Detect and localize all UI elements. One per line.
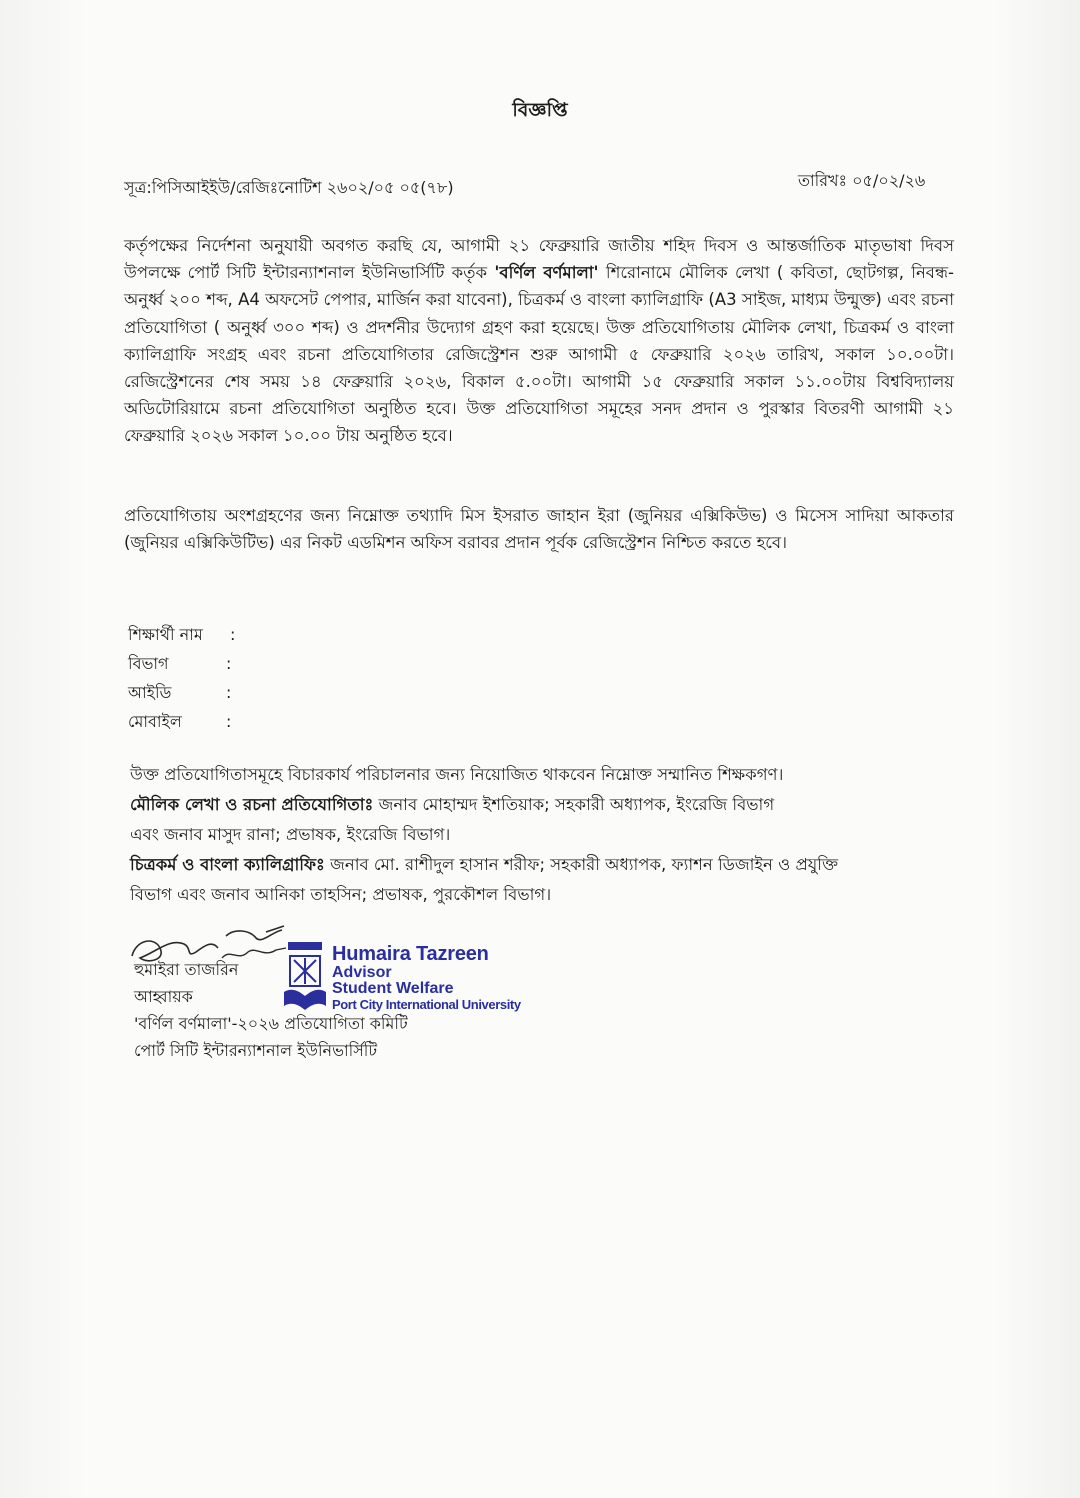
official-seal: [280, 926, 530, 1021]
form-field-mobile: [128, 707, 388, 736]
seal-name: Humaira Tazreen: [332, 943, 489, 965]
writing-judges: জনাব মোহাম্মদ ইশতিয়াক; সহকারী অধ্যাপক, ইংরেজি বিভাগ: [373, 795, 775, 814]
main-paragraph-part-2: শিরোনামে মৌলিক লেখা ( কবিতা, ছোটগল্প, নিবন্ধ- অনুর্ধ্ব ২০০ শব্দ, A4 অফসেট পেপার, মার্জিন করা যাবেনা), চিত্রকর্ম ও বাংলা ক্যালিগ্রাফি (A3 সাইজ, মাধ্যম উন্মুক্ত) এবং রচনা প্রতিযোগিতা ( অনুর্ধ্ব ৩০০ শব্দ) ও প্রদর্শনীর উদ্যোগ গ্রহণ করা হয়েছে। উক্ত প্রতিযোগিতায় মৌলিক লেখা, চিত্রকর্ম ও বাংলা ক্যালিগ্রাফি সংগ্রহ এবং রচনা প্রতিযোগিতার রেজিস্ট্রেশন শুরু আগামী ৫ ফেব্রুয়ারি ২০২৬ তারিখ, সকাল ১০.০০টা। রেজিস্ট্রেশনের শেষ সময় ১৪ ফেব্রুয়ারি ২০২৬, বিকাল ৫.০০টা। আগামী ১৫ ফেব্রুয়ারি সকাল ১১.০০টায় বিশ্ববিদ্যালয় অডিটোরিয়ামে রচনা প্রতিযোগিতা অনুষ্ঠিত হবে। উক্ত প্রতিযোগিতা সমূহের সনদ প্রদান ও পুরস্কার বিতরণী আগামী ২১ ফেব্রুয়ারি ২০২৬ সকাল ১০.০০ টায় অনুষ্ঠিত হবে।: [124, 263, 954, 446]
form-field-label: শিক্ষার্থী নাম: [128, 625, 203, 644]
notice-date: তারিখঃ ০৫/০২/২৬: [798, 171, 926, 190]
art-judges: জনাব মো. রাশীদুল হাসান শরীফ; সহকারী অধ্যাপক, ফ্যাশন ডিজাইন ও প্রযুক্তি: [324, 855, 839, 874]
writing-judges-line: [130, 790, 960, 820]
signatory-role: আহ্বায়ক: [134, 987, 193, 1006]
art-judges-line: [130, 850, 960, 880]
seal-office: Student Welfare: [332, 980, 454, 997]
university-logo-icon: [280, 936, 330, 1016]
form-field-colon: :: [226, 683, 232, 702]
form-field-label: মোবাইল: [128, 712, 182, 731]
main-paragraph-part-1: কর্তৃপক্ষের নির্দেশনা অনুযায়ী অবগত করছি যে, আগামী ২১ ফেব্রুয়ারি জাতীয় শহিদ দিবস ও আন্তর্জাতিক মাতৃভাষা দিবস উপলক্ষে পোর্ট সিটি ইন্টারন্যাশনাল ইউনিভার্সিটি কর্তৃক: [124, 236, 954, 283]
seal-role: Advisor: [332, 964, 392, 981]
art-judges-line-2: বিভাগ এবং জনাব আনিকা তাহসিন; প্রভাষক, পুরকৌশল বিভাগ।: [130, 885, 552, 904]
seal-text: [332, 944, 521, 1011]
form-field-colon: :: [226, 712, 232, 731]
writing-competition-heading: মৌলিক লেখা ও রচনা প্রতিযোগিতাঃ: [130, 795, 374, 814]
event-name: 'বর্ণিল বর্ণমালা': [494, 263, 599, 283]
form-field-label: বিভাগ: [128, 654, 169, 673]
signatory-name: হুমাইরা তাজরিন: [134, 960, 239, 979]
form-field-colon: :: [230, 625, 236, 644]
main-paragraph: [124, 232, 954, 450]
form-field-colon: :: [226, 654, 232, 673]
form-field-department: [128, 649, 388, 678]
judges-section: [130, 760, 960, 910]
seal-university: Port City International University: [332, 997, 521, 1012]
signatory-university: পোর্ট সিটি ইন্টারন্যাশনাল ইউনিভার্সিটি: [134, 1041, 378, 1060]
notice-title: বিজ্ঞপ্তি: [512, 99, 568, 121]
form-field-label: আইডি: [128, 683, 172, 702]
form-field-student-name: [128, 620, 388, 649]
writing-judges-line-2: এবং জনাব মাসুদ রানা; প্রভাষক, ইংরেজি বিভাগ।: [130, 825, 451, 844]
judges-intro: উক্ত প্রতিযোগিতাসমূহে বিচারকার্য পরিচালনার জন্য নিয়োজিত থাকবেন নিম্নোক্ত সম্মানিত শিক্ষকগণ।: [130, 765, 784, 784]
registration-paragraph: প্রতিযোগিতায় অংশগ্রহণের জন্য নিম্নোক্ত তথ্যাদি মিস ইসরাত জাহান ইরা (জুনিয়র এক্সিকিউভ) ও মিসেস সাদিয়া আকতার (জুনিয়র এক্সিকিউটিভ) এর নিকট এডমিশন অফিস বরাবর প্রদান পূর্বক রেজিস্ট্রেশন নিশ্চিত করতে হবে।: [124, 506, 954, 553]
art-competition-heading: চিত্রকর্ম ও বাংলা ক্যালিগ্রাফিঃ: [130, 855, 325, 874]
signature-block: [120, 918, 580, 1078]
signatory-committee: 'বর্ণিল বর্ণমালা'-২০২৬ প্রতিযোগিতা কমিটি: [134, 1014, 408, 1033]
form-field-id: [128, 678, 388, 707]
reference-number: সূত্র:পিসিআইইউ/রেজিঃনোটিশ ২৬০২/০৫ ০৫(৭৮): [124, 178, 454, 197]
registration-form-fields: [128, 620, 388, 736]
